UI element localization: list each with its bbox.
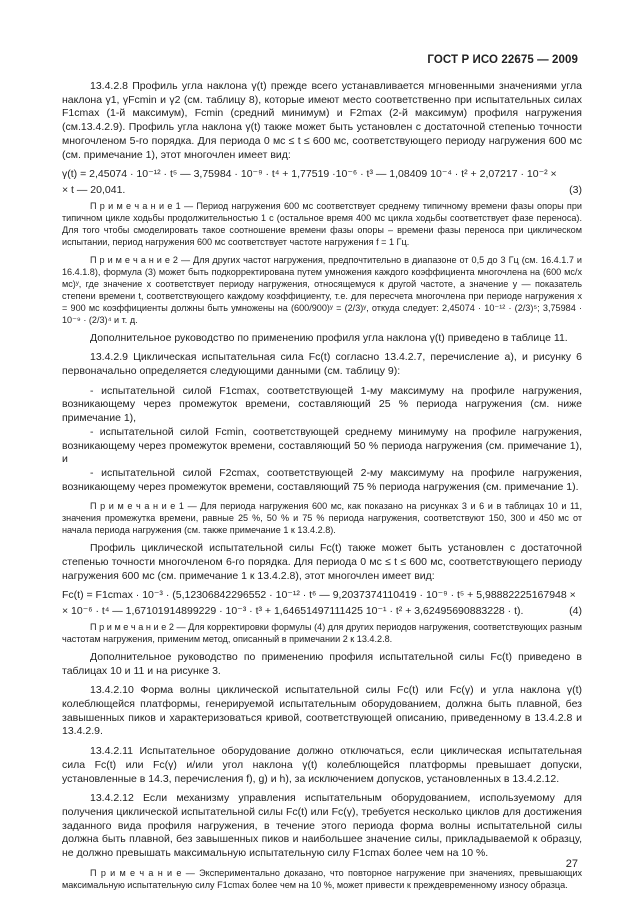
paragraph-13-4-2-11: 13.4.2.11 Испытательное оборудование должно отключаться, если циклическая испытательная сила Fc(t) или Fc(γ) и/или угол наклона γ(t) колеблющейся платформы превышает допуски, установленные в 14.3, перечисления f), g) и h), за исключением допусков, установленных в 13.4.2.12. (62, 745, 582, 785)
page-number: 27 (565, 858, 578, 870)
document-body (62, 80, 582, 897)
note-2: П р и м е ч а н и е 2 — Для других частот нагружения, предпочтительно в диапазоне от 0,5 до 3 Гц (см. 16.4.1.7 и 16.4.1.8), формула (3) может быть подкорректирована путем умножения каждого коэффициента многочлена на (600 мс/x мс)ʸ, где значение x соответствует периоду нагружения, относящемуся к другой частоте, а значение y — показатель степени времени t, соответствующего каждому коэффициенту, т.е. для пересчета многочлена при периоде нагружения x = 900 мс коэффициенты должны быть умножены на (600/900)ʸ = (2/3)ʸ, откуда следует: 2,45074 · 10⁻¹² · (2/3)⁵; 3,75984 · 10⁻⁹ · (2/3)⁴ и т. д. (62, 254, 582, 325)
formula-4-line-1: Fc(t) = F1cmax · 10⁻³ · (5,12306842296552 · 10⁻¹² · t⁶ — 9,2037374110419 · 10⁻⁹ · t⁵ + 5,98882225167948 × (62, 589, 576, 602)
formula-3-line-2: × t — 20,041. (62, 183, 126, 196)
document-header: ГОСТ Р ИСО 22675 — 2009 (427, 54, 578, 66)
paragraph-force-guidance: Дополнительное руководство по применению профиля испытательной силы Fc(t) приведено в таблицах 10 и 11 и на рисунке 3. (62, 650, 582, 677)
paragraph-13-4-2-10: 13.4.2.10 Форма волны циклической испытательной силы Fc(t) или Fc(γ) и угла наклона γ(t) колеблющейся платформы, генерируемой испытательным оборудованием, должна быть плавной, без завышенных пиков и характеризоваться кривой, соответствующей описанию, приведенному в 13.4.2.8 и 13.4.2.9. (62, 684, 582, 738)
paragraph-table-11-ref: Дополнительное руководство по применению профиля угла наклона γ(t) приведено в таблице 11. (90, 331, 568, 344)
formula-4-number: (4) (569, 605, 582, 618)
list-item-f2cmax: - испытательной силой F2cmax, соответствующей 2-му максимуму на профиле нагружения, возникающему через промежуток времени, составляющий 75 % периода нагружения (см. примечание 1). (62, 466, 582, 493)
note-4: П р и м е ч а н и е 2 — Для корректировки формулы (4) для других периодов нагружения, соответствующих разным частотам нагружения, применим метод, описанный в примечании 2 к 13.4.2.8. (62, 621, 582, 644)
note-1: П р и м е ч а н и е 1 — Период нагружения 600 мс соответствует среднему типичному времени фазы опоры при типичном цикле ходьбы продолжительностью 1 с (остальное время 400 мс цикла ходьбы соответствует фазе переноса). Для того чтобы смоделировать такое соотношение времени фазы опоры – времени фазы переноса при циклическом испытании, период нагружения 600 мс соответствует частоте нагружения f = 1 Гц. (62, 200, 582, 247)
paragraph-13-4-2-8: 13.4.2.8 Профиль угла наклона γ(t) прежде всего устанавливается мгновенными значениями угла наклона γ1, γFcmin и γ2 (см. таблицу 8), которые имеют место соответственно при испытательных силах F1cmax (1-й максимум), Fcmin (средний минимум) и F2max (2-й максимум) профиля нагружения (см.13.4.2.9). Профиль угла наклона γ(t) также может быть установлен с достаточной степенью точности многочленом 5-го порядка. Для периода 0 мс ≤ t ≤ 600 мс, соответствующего периоду нагружения 600 мс (см. примечание 1), этот многочлен имеет вид: (62, 80, 582, 161)
formula-3-line-1: γ(t) = 2,45074 · 10⁻¹² · t⁵ — 3,75984 · 10⁻⁹ · t⁴ + 1,77519 ·10⁻⁶ · t³ — 1,08409 10⁻⁴ · t² + 2,07217 · 10⁻² × (62, 168, 557, 181)
note-3: П р и м е ч а н и е 1 — Для периода нагружения 600 мс, как показано на рисунках 3 и 6 и в таблицах 10 и 11, значения промежутка времени, равные 25 %, 50 % и 75 % периода нагружения, соответствуют 150, 300 и 450 мс от начала периода нагружения (см. также примечание 1 к 13.4.2.8). (62, 501, 582, 536)
paragraph-13-4-2-9: 13.4.2.9 Циклическая испытательная сила Fc(t) согласно 13.4.2.7, перечисление а), и рисунку 6 первоначально определяется следующими данными (см. таблицу 9): (62, 351, 582, 378)
list-item-f1cmax: - испытательной силой F1cmax, соответствующей 1-му максимуму на профиле нагружения, возникающему через промежуток времени, составляющий 25 % периода нагружения (см. ниже примечание 1), (62, 384, 582, 425)
paragraph-13-4-2-12: 13.4.2.12 Если механизму управления испытательным оборудованием, используемому для получения циклической испытательной силы Fc(t) или Fc(γ), требуется несколько циклов для достижения заданного вида профиля нагружения, в течение этого периода форма волны испытательной силы должна быть плавной, без завышенных пиков и наибольшее значение силы, прикладываемой к образцу, не должно превышать максимальную испытательную силу F1cmax более чем на 10 %. (62, 792, 582, 860)
paragraph-force-profile: Профиль циклической испытательной силы Fc(t) также может быть установлен с достаточной степенью точности многочленом 6-го порядка. Для периода 0 мс ≤ t ≤ 600 мс, соответствующего периоду нагружения 600 мс (см. примечание 1 к 13.4.2.8), этот многочлен имеет вид: (62, 542, 582, 582)
formula-4 (62, 589, 582, 620)
note-5: П р и м е ч а н и е — Экспериментально доказано, что повторное нагружение при значениях, превышающих максимальную испытательную силу F1cmax более чем на 10 %, может привести к преждевременному износу образца. (62, 867, 582, 890)
list-item-fcmin: - испытательной силой Fcmin, соответствующей среднему минимуму на профиле нагружения, возникающему через промежуток времени, составляющий 50 % периода нагружения (см. примечание 1), и (62, 425, 582, 466)
formula-3-number: (3) (569, 183, 582, 196)
formula-4-line-2: × 10⁻⁶ · t⁴ — 1,67101914899229 · 10⁻³ · t³ + 1,64651497111425 10⁻¹ · t² + 3,62495690883228 · t). (62, 605, 524, 618)
formula-3 (62, 168, 582, 199)
